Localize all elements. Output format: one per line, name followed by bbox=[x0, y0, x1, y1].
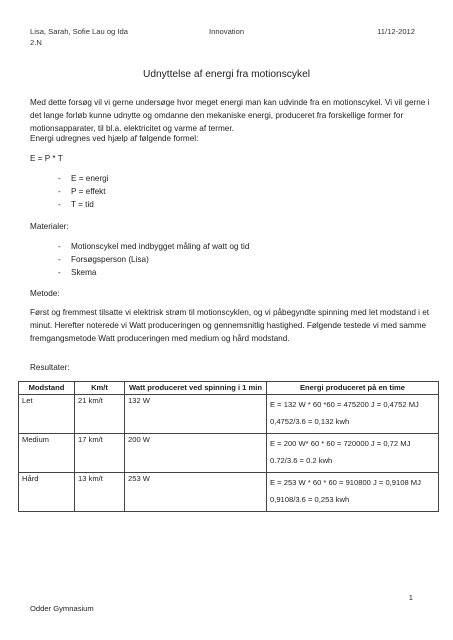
footer-text: Odder Gymnasium bbox=[30, 604, 94, 613]
header-date: 11/12-2012 bbox=[377, 27, 415, 36]
table-row bbox=[19, 434, 439, 473]
cell-resistance: Hård bbox=[19, 473, 75, 512]
column-header: Km/t bbox=[75, 382, 125, 395]
method-text: Først og fremmest tilsatte vi elektrisk strøm til motionscyklen, og vi påbegyndte spinning med let modstand i et minut. Herefter noterede vi Watt produceringen og gennemsnitlig hastighed. Følgende testede vi med samme fremgangsmetode Watt produceringen med medium og hård modstand. bbox=[30, 308, 430, 343]
list-item: - Skema bbox=[58, 266, 249, 279]
definition-list bbox=[58, 172, 109, 211]
energy-calc: E = 200 W* 60 * 60 = 720000 J = 0,72 MJ bbox=[270, 439, 411, 449]
cell-watt: 200 W bbox=[125, 434, 267, 473]
cell-speed: 21 km/t bbox=[75, 395, 125, 434]
energy-kwh: 0,9108/3.6 = 0,253 kwh bbox=[270, 495, 350, 505]
cell-resistance: Let bbox=[19, 395, 75, 434]
table-row bbox=[19, 473, 439, 512]
list-item: - P = effekt bbox=[58, 185, 109, 198]
intro-text: Med dette forsøg vil vi gerne undersøge hvor meget energi man kan udvinde fra en motionscykel. Vi vil gerne i det lange forløb kunne udnytte og omdanne den mekaniske energi, produceret fra forskellige former for motionsapparater, til bl.a. elektricitet og varme af termer. bbox=[30, 98, 430, 133]
results-label: Resultater: bbox=[30, 363, 70, 372]
column-header: Watt produceret ved spinning i 1 min bbox=[125, 382, 267, 395]
energy-calc: E = 253 W * 60 * 60 = 910800 J = 0,9108 MJ bbox=[270, 478, 421, 488]
method-label: Metode: bbox=[30, 289, 60, 298]
list-item: - T = tid bbox=[58, 198, 109, 211]
cell-energy bbox=[267, 395, 439, 434]
table-row bbox=[19, 395, 439, 434]
materials-list bbox=[58, 240, 249, 279]
formula: E = P * T bbox=[30, 154, 63, 163]
column-header: Energi produceret på en time bbox=[267, 382, 439, 395]
formula-intro: Energi udregnes ved hjælp af følgende formel: bbox=[30, 134, 199, 143]
list-item: - Forsøgsperson (Lisa) bbox=[58, 253, 249, 266]
cell-energy bbox=[267, 473, 439, 512]
cell-watt: 132 W bbox=[125, 395, 267, 434]
column-header: Modstand bbox=[19, 382, 75, 395]
list-item: - Motionscykel med indbygget måling af watt og tid bbox=[58, 240, 249, 253]
intro-paragraph bbox=[30, 96, 430, 135]
cell-resistance: Medium bbox=[19, 434, 75, 473]
cell-speed: 17 km/t bbox=[75, 434, 125, 473]
cell-speed: 13 km/t bbox=[75, 473, 125, 512]
header-class: 2.N bbox=[30, 38, 42, 47]
energy-calc: E = 132 W * 60 *60 = 475200 J = 0,4752 MJ bbox=[270, 400, 419, 410]
method-paragraph bbox=[30, 306, 430, 345]
page-number: 1 bbox=[408, 593, 413, 602]
header-subject: Innovation bbox=[209, 27, 245, 36]
energy-kwh: 0.72/3.6 = 0.2 kwh bbox=[270, 456, 333, 466]
document-title: Udnyttelse af energi fra motionscykel bbox=[142, 69, 311, 80]
list-item: - E = energi bbox=[58, 172, 109, 185]
table-header-row bbox=[19, 382, 439, 395]
cell-energy bbox=[267, 434, 439, 473]
results-table bbox=[18, 381, 439, 512]
cell-watt: 253 W bbox=[125, 473, 267, 512]
materials-label: Materialer: bbox=[30, 222, 69, 231]
header-authors: Lisa, Sarah, Sofie Lau og Ida bbox=[30, 27, 128, 36]
energy-kwh: 0,4752/3.6 = 0,132 kwh bbox=[270, 417, 350, 427]
